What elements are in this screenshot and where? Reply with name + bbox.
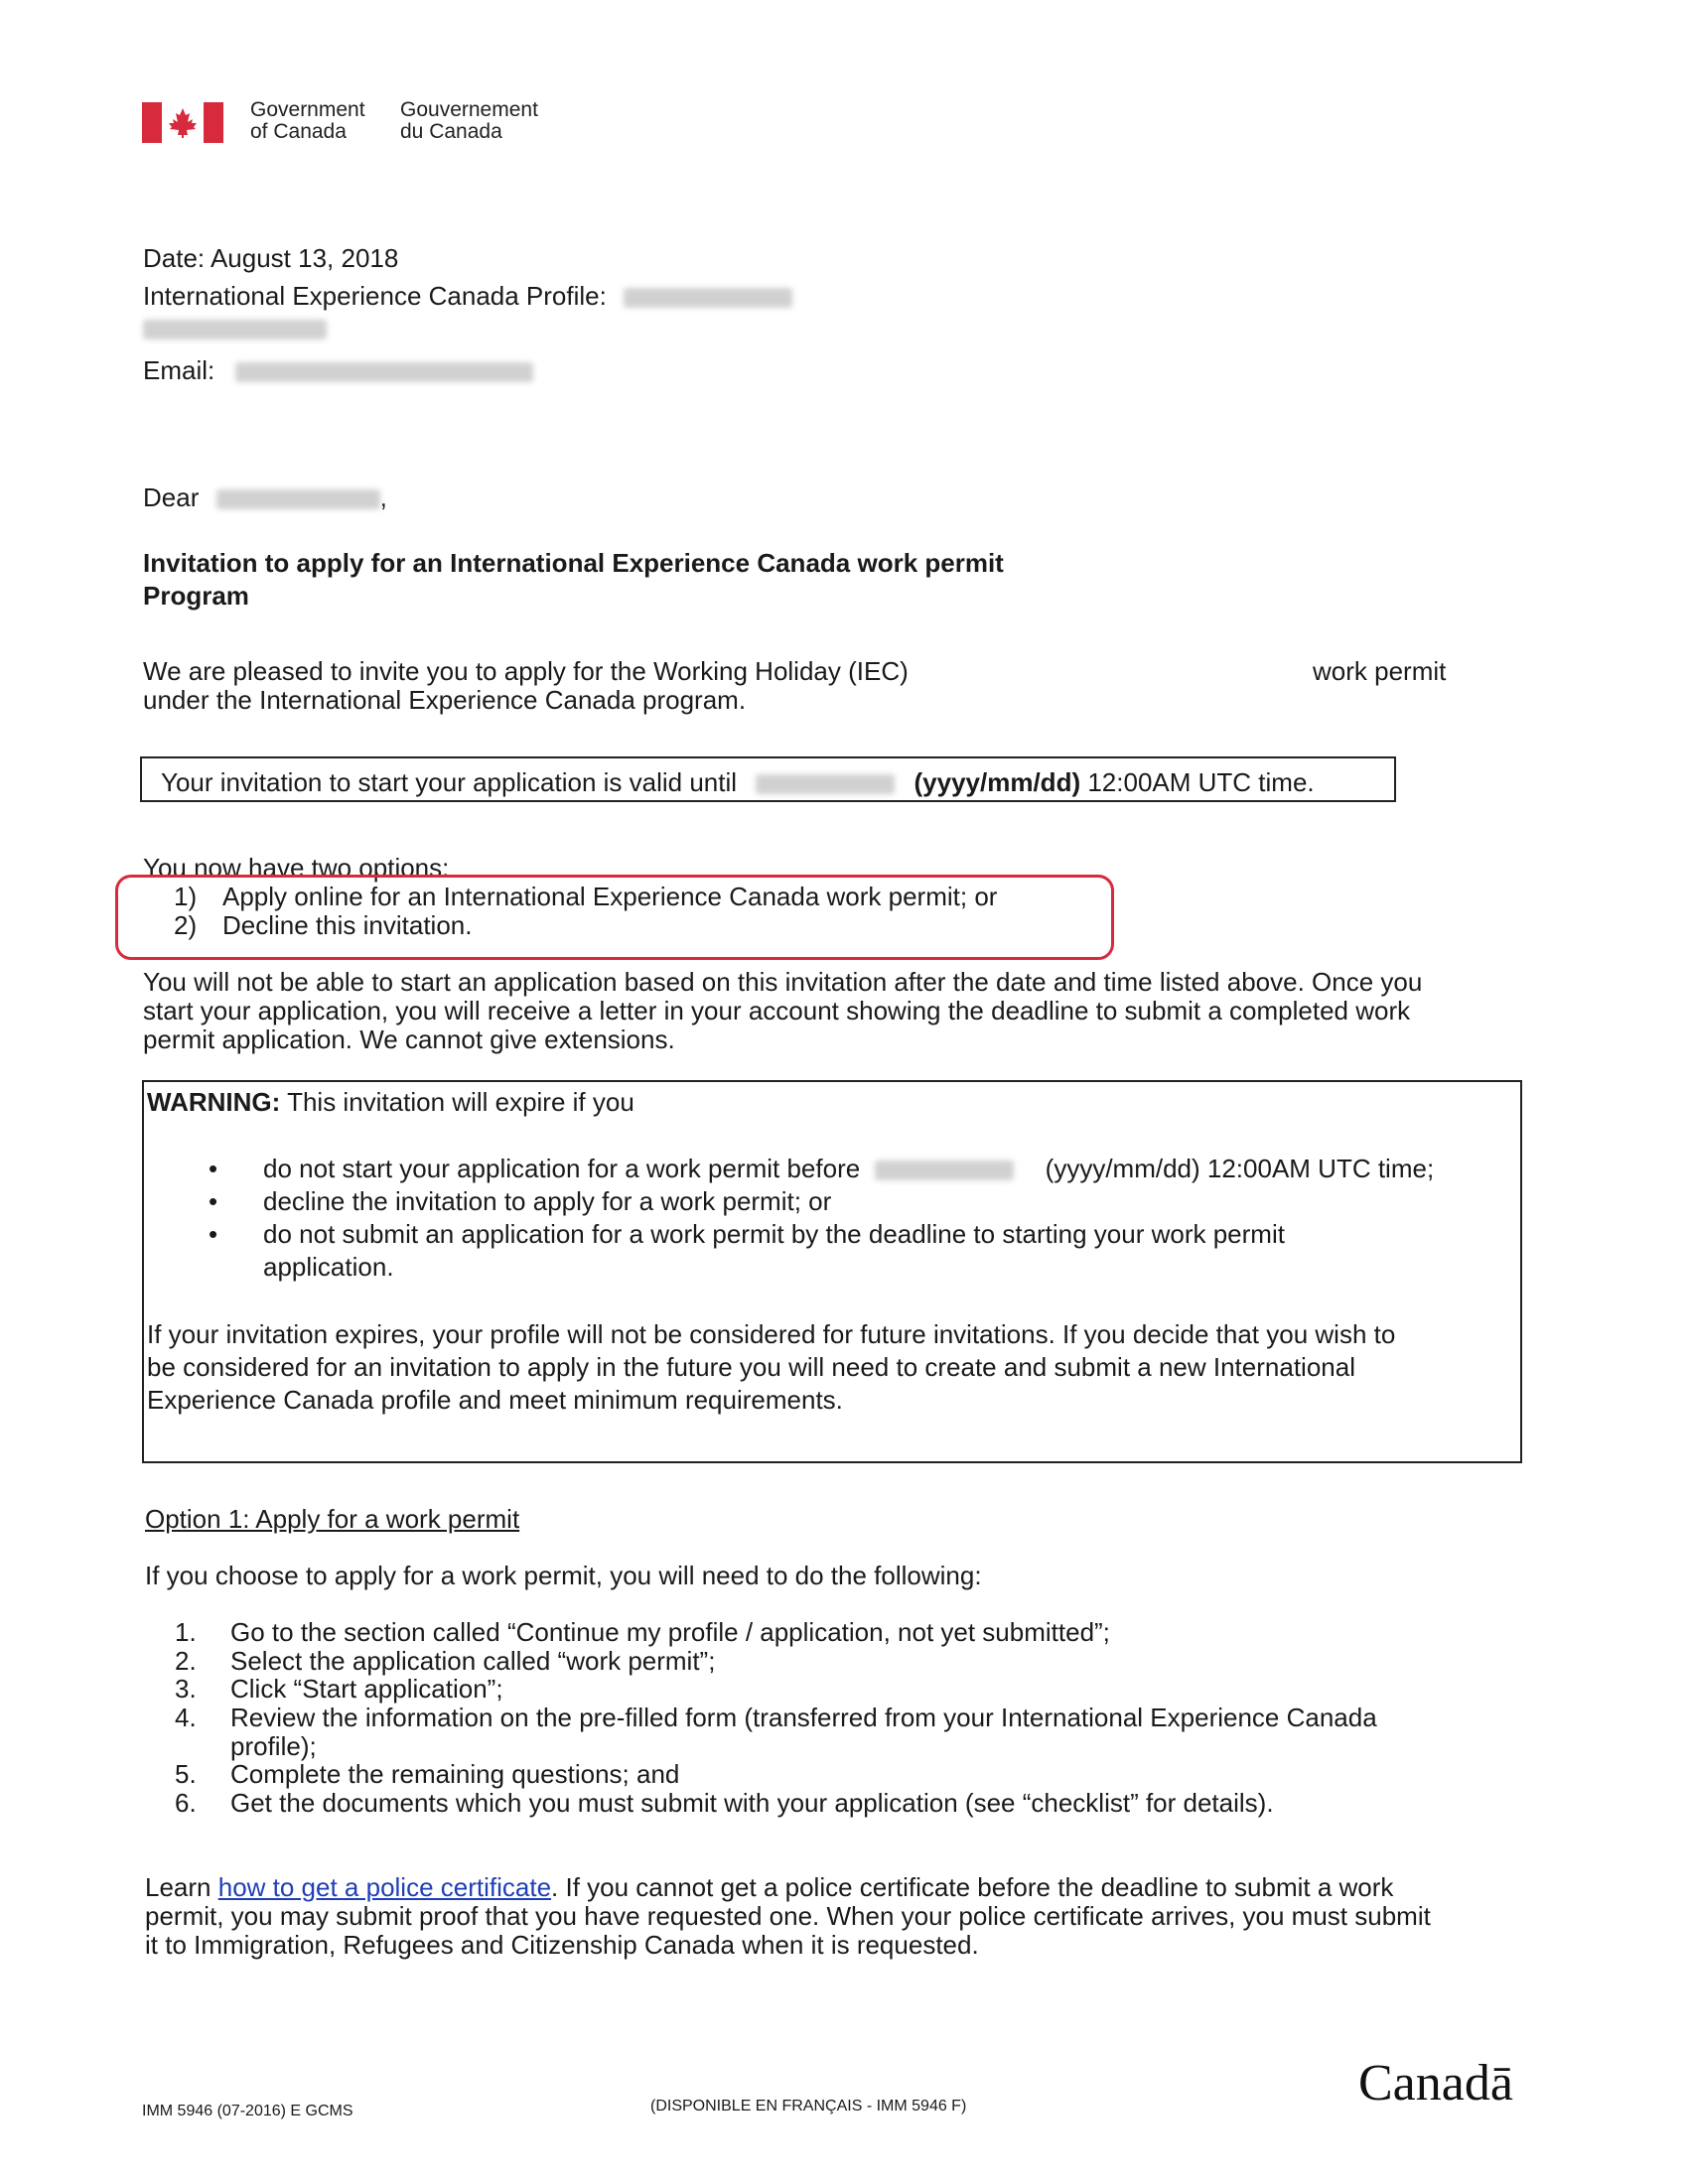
option1-heading: Option 1: Apply for a work permit: [145, 1504, 520, 1534]
intro-line1: We are pleased to invite you to apply for the Working Holiday (IEC): [143, 656, 909, 686]
redacted-email: [235, 362, 533, 382]
option-1-num: 1): [174, 882, 198, 911]
step-1-num: 1.: [175, 1617, 197, 1647]
french-availability-note: (DISPONIBLE EN FRANÇAIS - IMM 5946 F): [650, 2098, 967, 2115]
redacted-applicant-name: [143, 320, 327, 340]
salutation: Dear ,: [143, 482, 387, 512]
step-6-text: Get the documents which you must submit with your application (see “checklist” for details).: [230, 1788, 1274, 1818]
options-heading: You now have two options:: [143, 853, 450, 883]
redacted-profile-number: [624, 288, 792, 308]
step-3-text: Click “Start application”;: [230, 1674, 503, 1704]
step-5-num: 5.: [175, 1759, 197, 1789]
step-2-num: 2.: [175, 1646, 197, 1676]
redacted-deadline-date: [875, 1160, 1014, 1180]
warning-bullet-1: do not start your application for a work permit before (yyyy/mm/dd) 12:00AM UTC time;: [263, 1154, 1435, 1183]
step-5-text: Complete the remaining questions; and: [230, 1759, 680, 1789]
warning-heading: WARNING: This invitation will expire if you: [147, 1087, 634, 1117]
warning-bullet-2: decline the invitation to apply for a work permit; or: [263, 1186, 832, 1216]
step-4-text: Review the information on the pre-filled form (transferred from your International Experience Canada profile);: [230, 1703, 1377, 1761]
bullet-dot: •: [209, 1186, 218, 1216]
option-2-num: 2): [174, 910, 198, 940]
program-category: Working Holiday (IEC): [653, 656, 909, 686]
option-2-text: Decline this invitation.: [222, 910, 473, 940]
bullet-dot: •: [209, 1154, 218, 1183]
gov-name-fr: Gouvernement du Canada: [400, 98, 538, 143]
bullet-dot: •: [209, 1219, 218, 1249]
form-code: IMM 5946 (07-2016) E GCMS: [142, 2103, 353, 2119]
intro-line2: under the International Experience Canada program.: [143, 685, 747, 715]
step-2-text: Select the application called “work permit”;: [230, 1646, 716, 1676]
option1-intro: If you choose to apply for a work permit, you will need to do the following:: [145, 1561, 982, 1590]
profile-line: International Experience Canada Profile:: [143, 282, 792, 311]
step-6-num: 6.: [175, 1788, 197, 1818]
step-4-num: 4.: [175, 1703, 197, 1732]
redacted-expiry-date: [756, 774, 895, 794]
step-1-text: Go to the section called “Continue my profile / application, not yet submitted”;: [230, 1617, 1110, 1647]
email-line: Email:: [143, 356, 533, 385]
step-3-num: 3.: [175, 1674, 197, 1704]
canada-flag-icon: [142, 102, 223, 143]
warning-bullet-3: do not submit an application for a work permit by the deadline to starting your work permit application.: [263, 1219, 1285, 1282]
canada-wordmark: Canadā: [1358, 2055, 1513, 2112]
notice-paragraph: You will not be able to start an application based on this invitation after the date and time listed above. Once you start your application, you will receive a letter in your account showing the deadline to submit a completed work permit application. We cannot give extensions.: [143, 967, 1423, 1054]
police-paragraph: Learn how to get a police certificate. If you cannot get a police certificate before the deadline to submit a work permit, you may submit proof that you have requested one. When your police certificate arrives, you must submit it to Immigration, Refugees and Citizenship Canada when it is requested.: [145, 1872, 1431, 1960]
letter-title: Invitation to apply for an International Experience Canada work permit Program: [143, 548, 1004, 611]
option-1-text: Apply online for an International Experience Canada work permit; or: [222, 882, 998, 911]
intro-work-permit: work permit: [1313, 656, 1447, 686]
redacted-name: [216, 489, 380, 509]
date-line: Date: August 13, 2018: [143, 243, 399, 273]
police-certificate-link[interactable]: how to get a police certificate: [217, 1872, 552, 1902]
gov-name-en: Government of Canada: [250, 98, 365, 143]
validity-text: Your invitation to start your application is valid until (yyyy/mm/dd) 12:00AM UTC time.: [161, 767, 1315, 797]
warning-paragraph: If your invitation expires, your profile will not be considered for future invitations. If you decide that you wish to be considered for an invitation to apply in the future you will need to create and submit a new International Experience Canada profile and meet minimum requirements.: [147, 1319, 1396, 1415]
